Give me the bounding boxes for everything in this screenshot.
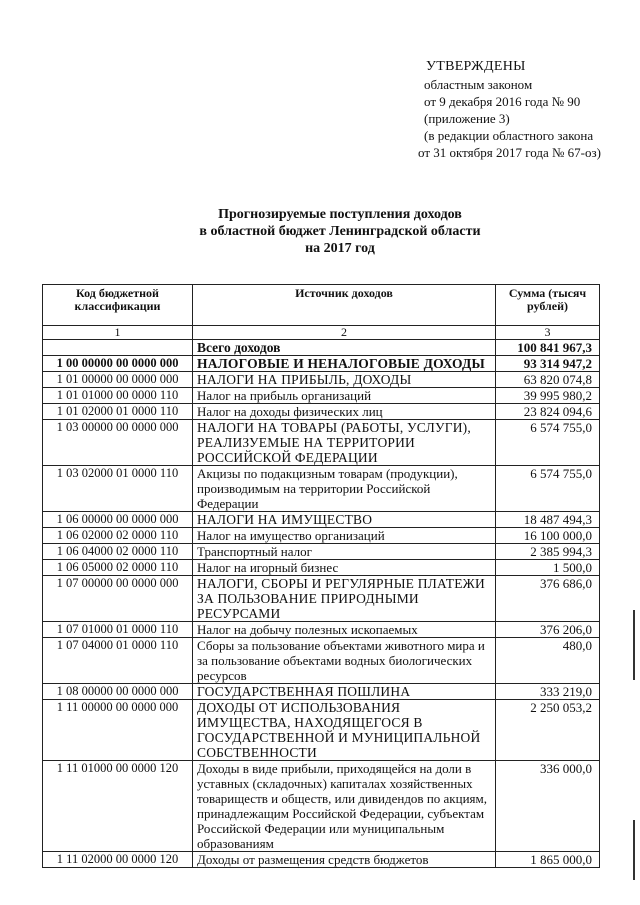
source-cell: Доходы в виде прибыли, приходящейся на доли в уставных (складочных) капиталах хозяйственных товариществ и обществ, или дивидендов по акциям, принадлежащим Российской Федерации, субъектам Российской Федерации или муниципальным образованиям — [193, 761, 496, 852]
code-cell: 1 03 00000 00 0000 000 — [43, 420, 193, 466]
header-source: Источник доходов — [193, 285, 496, 326]
amount-cell: 376 686,0 — [496, 576, 600, 622]
table-header-row — [43, 285, 600, 326]
source-cell: Доходы от размещения средств бюджетов — [193, 852, 496, 868]
amount-cell: 480,0 — [496, 638, 600, 684]
code-cell: 1 03 02000 01 0000 110 — [43, 466, 193, 512]
amount-cell: 336 000,0 — [496, 761, 600, 852]
table-row — [43, 372, 600, 388]
column-number: 3 — [496, 326, 600, 340]
approval-line: (приложение 3) — [424, 111, 510, 126]
approval-heading: УТВЕРЖДЕНЫ — [426, 59, 526, 74]
title-line: в областной бюджет Ленинградской области — [199, 224, 481, 239]
source-cell: Транспортный налог — [193, 544, 496, 560]
code-cell: 1 11 01000 00 0000 120 — [43, 761, 193, 852]
amount-cell: 16 100 000,0 — [496, 528, 600, 544]
source-cell: ГОСУДАРСТВЕННАЯ ПОШЛИНА — [193, 684, 496, 700]
code-cell: 1 07 00000 00 0000 000 — [43, 576, 193, 622]
code-cell: 1 11 00000 00 0000 000 — [43, 700, 193, 761]
column-number-row — [43, 326, 600, 340]
header-code: Код бюджетной классификации — [43, 285, 193, 326]
table-row — [43, 852, 600, 868]
source-cell: Налог на добычу полезных ископаемых — [193, 622, 496, 638]
code-cell: 1 07 04000 01 0000 110 — [43, 638, 193, 684]
table-row — [43, 528, 600, 544]
code-cell: 1 06 02000 02 0000 110 — [43, 528, 193, 544]
scan-edge-mark — [633, 610, 635, 680]
title-line: на 2017 год — [305, 241, 375, 256]
title-line: Прогнозируемые поступления доходов — [218, 207, 462, 222]
column-number: 2 — [193, 326, 496, 340]
amount-cell: 93 314 947,2 — [496, 356, 600, 372]
table-row — [43, 544, 600, 560]
code-cell: 1 06 00000 00 0000 000 — [43, 512, 193, 528]
table-row — [43, 700, 600, 761]
table-row — [43, 684, 600, 700]
amount-cell: 333 219,0 — [496, 684, 600, 700]
amount-cell: 1 500,0 — [496, 560, 600, 576]
table-row — [43, 340, 600, 356]
code-cell: 1 01 01000 00 0000 110 — [43, 388, 193, 404]
source-cell: НАЛОГИ НА ИМУЩЕСТВО — [193, 512, 496, 528]
approval-line: (в редакции областного закона — [424, 128, 594, 143]
table-row — [43, 420, 600, 466]
code-cell: 1 07 01000 01 0000 110 — [43, 622, 193, 638]
revenue-table — [42, 284, 600, 868]
code-cell — [43, 340, 193, 356]
code-cell: 1 11 02000 00 0000 120 — [43, 852, 193, 868]
code-cell: 1 06 04000 02 0000 110 — [43, 544, 193, 560]
table-row — [43, 356, 600, 372]
table-row — [43, 638, 600, 684]
code-cell: 1 00 00000 00 0000 000 — [43, 356, 193, 372]
table-row — [43, 404, 600, 420]
source-cell: НАЛОГИ НА ПРИБЫЛЬ, ДОХОДЫ — [193, 372, 496, 388]
column-number: 1 — [43, 326, 193, 340]
table-row — [43, 622, 600, 638]
amount-cell: 376 206,0 — [496, 622, 600, 638]
source-cell: Сборы за пользование объектами животного мира и за пользование объектами водных биологических ресурсов — [193, 638, 496, 684]
source-cell: Всего доходов — [193, 340, 496, 356]
approval-line: областным законом — [424, 77, 533, 92]
source-cell: Акцизы по подакцизным товарам (продукции), производимым на территории Российской Федерации — [193, 466, 496, 512]
table-row — [43, 761, 600, 852]
table-row — [43, 576, 600, 622]
amount-cell: 100 841 967,3 — [496, 340, 600, 356]
source-cell: Налог на имущество организаций — [193, 528, 496, 544]
source-cell: ДОХОДЫ ОТ ИСПОЛЬЗОВАНИЯ ИМУЩЕСТВА, НАХОДЯЩЕГОСЯ В ГОСУДАРСТВЕННОЙ И МУНИЦИПАЛЬНОЙ СОБСТВЕННОСТИ — [193, 700, 496, 761]
table-row — [43, 466, 600, 512]
amount-cell: 2 250 053,2 — [496, 700, 600, 761]
amount-cell: 18 487 494,3 — [496, 512, 600, 528]
amount-cell: 2 385 994,3 — [496, 544, 600, 560]
source-cell: НАЛОГИ, СБОРЫ И РЕГУЛЯРНЫЕ ПЛАТЕЖИ ЗА ПОЛЬЗОВАНИЕ ПРИРОДНЫМИ РЕСУРСАМИ — [193, 576, 496, 622]
scan-edge-mark — [633, 820, 635, 880]
code-cell: 1 01 00000 00 0000 000 — [43, 372, 193, 388]
amount-cell: 23 824 094,6 — [496, 404, 600, 420]
approval-block — [418, 58, 633, 161]
code-cell: 1 08 00000 00 0000 000 — [43, 684, 193, 700]
table-row — [43, 388, 600, 404]
amount-cell: 63 820 074,8 — [496, 372, 600, 388]
amount-cell: 6 574 755,0 — [496, 420, 600, 466]
header-amount: Сумма (тысяч рублей) — [496, 285, 600, 326]
source-cell: НАЛОГИ НА ТОВАРЫ (РАБОТЫ, УСЛУГИ), РЕАЛИЗУЕМЫЕ НА ТЕРРИТОРИИ РОССИЙСКОЙ ФЕДЕРАЦИИ — [193, 420, 496, 466]
source-cell: НАЛОГОВЫЕ И НЕНАЛОГОВЫЕ ДОХОДЫ — [193, 356, 496, 372]
source-cell: Налог на прибыль организаций — [193, 388, 496, 404]
source-cell: Налог на игорный бизнес — [193, 560, 496, 576]
source-cell: Налог на доходы физических лиц — [193, 404, 496, 420]
approval-line: от 9 декабря 2016 года № 90 — [424, 94, 581, 109]
amount-cell: 1 865 000,0 — [496, 852, 600, 868]
document-title — [140, 206, 540, 257]
table-row — [43, 560, 600, 576]
code-cell: 1 06 05000 02 0000 110 — [43, 560, 193, 576]
table-row — [43, 512, 600, 528]
amount-cell: 39 995 980,2 — [496, 388, 600, 404]
amount-cell: 6 574 755,0 — [496, 466, 600, 512]
code-cell: 1 01 02000 01 0000 110 — [43, 404, 193, 420]
approval-line: от 31 октября 2017 года № 67-оз) — [418, 145, 601, 160]
